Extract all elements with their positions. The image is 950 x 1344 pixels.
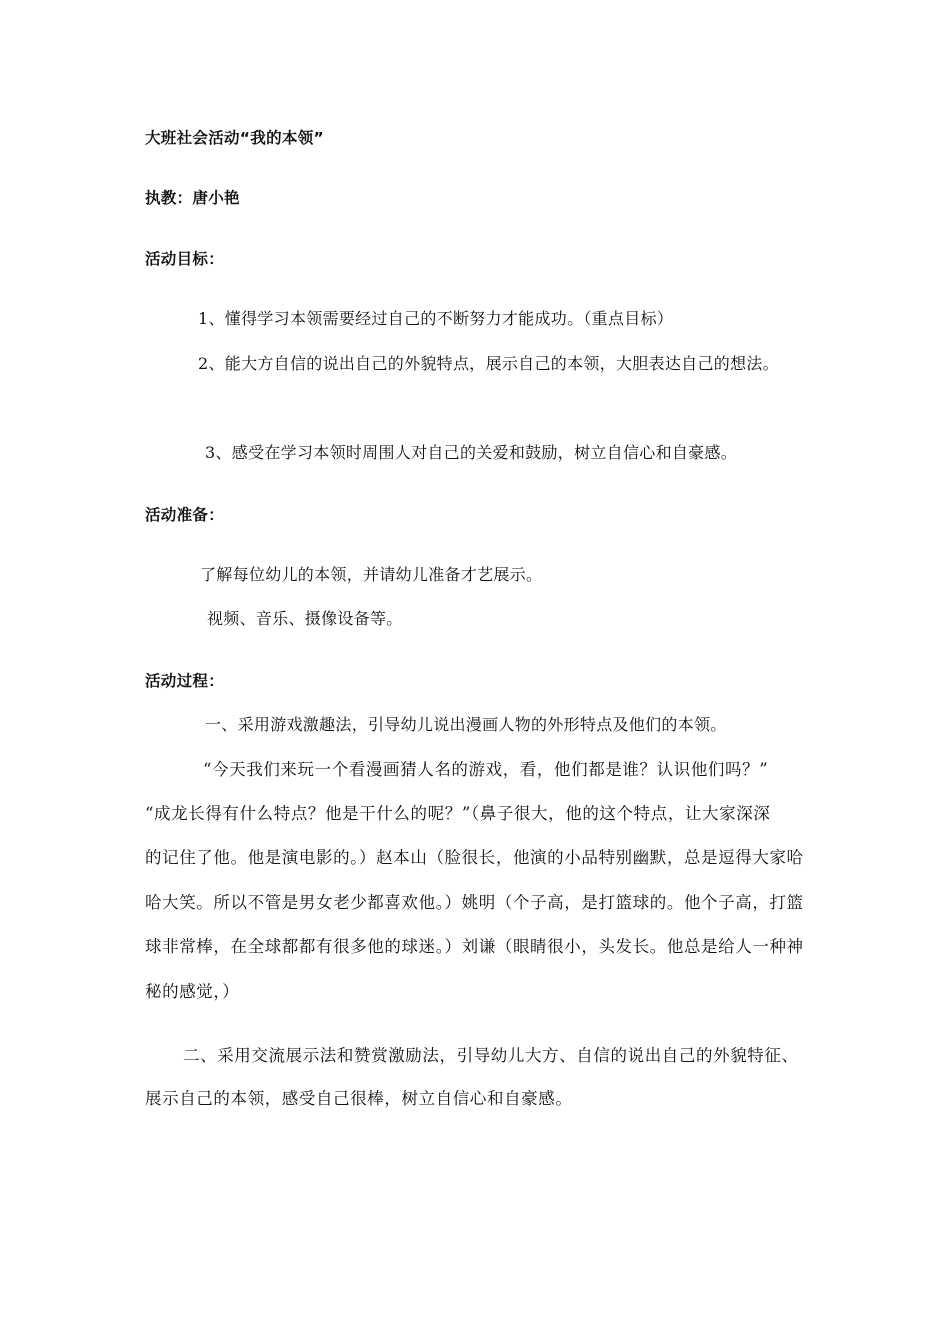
goal-item: 1、懂得学习本领需要经过自己的不断努力才能成功。（重点目标） [198,309,674,328]
goal-item: 2、能大方自信的说出自己的外貌特点，展示自己的本领，大胆表达自己的想法。 [198,354,779,373]
teacher-line: 执教：唐小艳 [145,189,240,207]
paragraph-line: 的记住了他。他是演电影的。）赵本山（脸很长，他演的小品特别幽默，总是逗得大家哈 [145,848,804,867]
paragraph-line: 二、采用交流展示法和赞赏激励法，引导幼儿大方、自信的说出自己的外貌特征、 [183,1046,799,1065]
paragraph-line: 展示自己的本领，感受自己很棒，树立自信心和自豪感。 [145,1089,573,1108]
process-heading: 活动过程： [145,672,225,690]
step-heading: 一、采用游戏激趣法，引导幼儿说出漫画人物的外形特点及他们的本领。 [205,715,727,734]
prep-item: 了解每位幼儿的本领，并请幼儿准备才艺展示。 [200,565,543,584]
paragraph-line: 球非常棒，在全球都都有很多他的球迷。）刘谦（眼睛很小，头发长。他总是给人一种神 [145,937,804,956]
paragraph-line: 哈大笑。所以不管是男女老少都喜欢他。）姚明（个子高，是打篮球的。他个子高，打篮 [145,893,804,912]
paragraph-line: “今天我们来玩一个看漫画猜人名的游戏，看，他们都是谁？认识他们吗？” [203,760,769,779]
goal-item: 3、感受在学习本领时周围人对自己的关爱和鼓励，树立自信心和自豪感。 [205,443,738,462]
paragraph-line: “成龙长得有什么特点？他是干什么的呢？”（鼻子很大，他的这个特点，让大家深深 [145,804,771,823]
prep-heading: 活动准备： [145,506,225,524]
paragraph-line: 秘的感觉，） [145,982,240,1001]
doc-title: 大班社会活动“我的本领” [145,129,324,147]
prep-item: 视频、音乐、摄像设备等。 [207,609,403,628]
goals-heading: 活动目标： [145,250,225,268]
